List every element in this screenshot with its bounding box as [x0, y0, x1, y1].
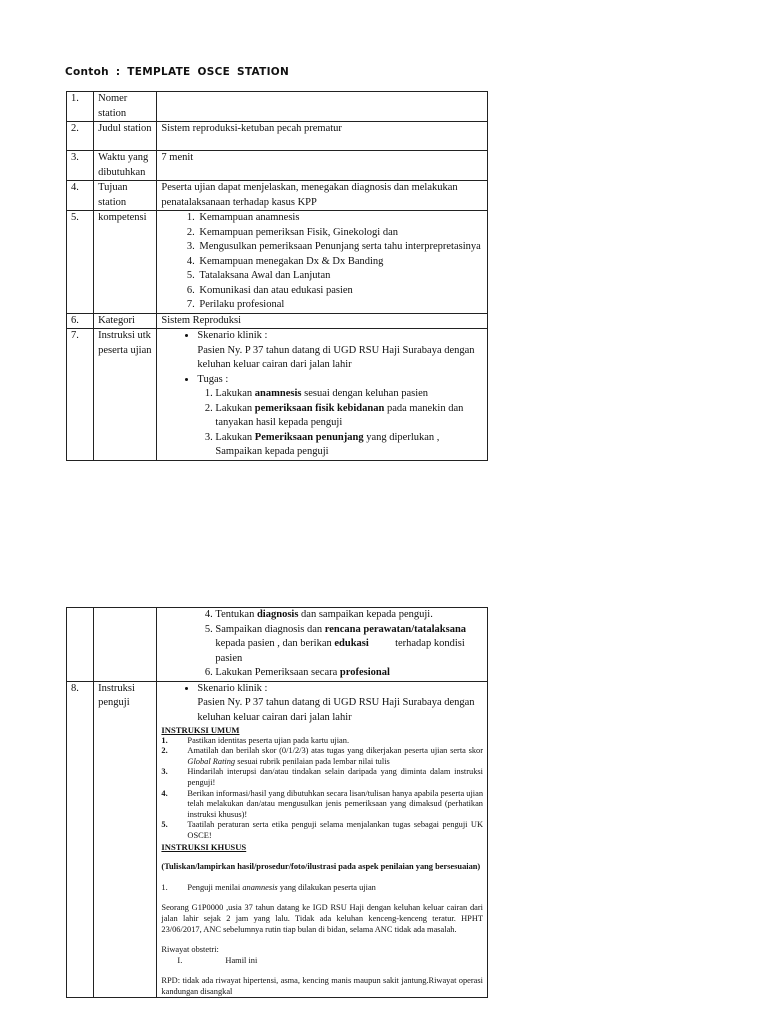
row-number: 3. [67, 151, 94, 181]
table-row [67, 92, 488, 122]
row-number: 8. [67, 681, 94, 998]
list-item [215, 608, 483, 623]
task-text: terhadap kondisi pasien [215, 638, 468, 664]
row-number: 2. [67, 122, 94, 151]
task-text: Lakukan [215, 402, 255, 414]
list-item [161, 820, 483, 841]
examiner-instructions [161, 725, 483, 997]
row-label: kompetensi [94, 211, 157, 314]
list-item [197, 373, 483, 460]
task-list [161, 608, 483, 681]
item-text-italic: anamnesis [242, 882, 278, 892]
row-number [67, 608, 94, 682]
list-item: 7. Perilaku profesional [197, 298, 483, 313]
row-content: Sistem Reproduksi [157, 313, 488, 329]
list-item: 3. Mengusulkan pemeriksaan Penunjang serta tahu interprepretasinya [197, 240, 483, 255]
task-text: dan sampaikan kepada penguji. [298, 609, 433, 620]
task-text: Lakukan Pemeriksaan secara [215, 667, 340, 678]
list-item: 1. Kemampuan anamnesis [197, 211, 483, 226]
task-keyword: anamnesis [254, 388, 302, 399]
list-item [215, 387, 483, 402]
row-number: 6. [67, 313, 94, 329]
table-row [67, 329, 488, 461]
scenario-label: Skenario klinik : [197, 682, 268, 694]
row-label: Tujuan station [94, 181, 157, 211]
item-text: yang dilakukan peserta ujian [277, 882, 376, 892]
scenario-label: Skenario klinik : [197, 330, 268, 341]
row-label [94, 608, 157, 682]
competency-list [161, 211, 483, 313]
list-item: 5. Tatalaksana Awal dan Lanjutan [197, 269, 483, 284]
task-text: Tentukan [215, 609, 257, 620]
item-number: 5. [161, 820, 168, 830]
case-description: Seorang G1P0000 ,usia 37 tahun datang ke IGD RSU Haji dengan keluhan keluar cairan dari jalan lahir sejak 2 jam yang lalu. Tidak ada keluhan kenceng-kenceng teratur. HPHT 23/06/2017, ANC sebelumnya rutin tiap bulan di bidan, selama ANC tidak ada masalah. [161, 903, 483, 934]
task-continuation-cell [157, 608, 488, 682]
item-number: 1. [161, 735, 168, 745]
row-label: Kategori [94, 313, 157, 329]
table-row [67, 151, 488, 181]
item-text: Hamil ini [225, 955, 258, 965]
special-instructions-note: (Tuliskan/lampirkan hasil/prosedur/foto/ilustrasi pada aspek penilaian yang bersesuaian) [161, 862, 481, 872]
special-instructions-heading: INSTRUKSI KHUSUS [161, 841, 247, 852]
row-number: 1. [67, 92, 94, 122]
task-keyword: rencana perawatan/tatalaksana [324, 623, 467, 635]
row-label: Instruksi utk peserta ujian [94, 329, 157, 461]
scenario-text: Pasien Ny. P 37 tahun datang di UGD RSU Haji Surabaya dengan keluhan keluar cairan dari jalan lahir [197, 344, 475, 370]
task-text: Lakukan [215, 431, 255, 443]
list-item [161, 767, 483, 788]
table-row [67, 122, 488, 151]
row-label: Instruksi penguji [94, 681, 157, 998]
task-keyword: diagnosis [256, 609, 299, 620]
item-number: I. [177, 955, 183, 965]
row-number: 5. [67, 211, 94, 314]
item-text: sesuai rubrik penilaian pada lembar nilai tulis [235, 756, 390, 766]
list-item: 6. Komunikasi dan atau edukasi pasien [197, 284, 483, 299]
osce-table-part1 [66, 91, 488, 461]
task-text: Sampaikan diagnosis dan [215, 623, 325, 635]
list-item [215, 623, 483, 667]
item-text-italic: Global Rating [187, 756, 236, 766]
general-instructions-list [161, 736, 483, 842]
scenario-text: Pasien Ny. P 37 tahun datang di UGD RSU Haji Surabaya dengan keluhan keluar cairan dari jalan lahir [197, 697, 475, 723]
list-item: 2. Kemampuan pemeriksan Fisik, Ginekologi dan [197, 226, 483, 241]
item-text: Hindarilah interupsi dan/atau tindakan selain daripada yang diminta dalam instruksi penguji! [187, 767, 483, 787]
task-keyword: Pemeriksaan penunjang [254, 431, 364, 443]
task-text: pada manekin dan tanyakan hasil kepada penguji [215, 402, 464, 428]
row-content [157, 92, 488, 122]
task-list [197, 387, 483, 460]
past-medical-history: RPD: tidak ada riwayat hipertensi, asma, kencing manis maupun sakit jantung.Riwayat operasi kandungan disangkal [161, 976, 483, 996]
item-number: 3. [161, 767, 168, 777]
list-item: 4. Kemampuan menegakan Dx & Dx Banding [197, 255, 483, 270]
examiner-instructions-cell [157, 681, 488, 998]
task-keyword: pemeriksaan fisik kebidanan [254, 402, 385, 414]
row-number: 7. [67, 329, 94, 461]
obstetric-history-item [161, 956, 483, 967]
item-text: Berikan informasi/hasil yang dibutuhkan secara lisan/tulisan hanya apabila peserta ujian telah melakukan dan/atau mengusulkan jenis pemeriksaan yang dimaksud (perhatikan instruksi khusus)! [187, 788, 484, 819]
task-keyword: edukasi [334, 638, 369, 649]
list-item [161, 736, 483, 747]
row-label: Waktu yang dibutuhkan [94, 151, 157, 181]
item-text: Amatilah dan berilah skor (0/1/2/3) atas tugas yang dikerjakan peserta ujian serta skor [187, 746, 483, 756]
task-text: yang diperlukan , Sampaikan kepada penguji [215, 431, 440, 457]
table-row [67, 181, 488, 211]
item-number: 1. [161, 882, 168, 892]
table-row [67, 681, 488, 998]
list-item [161, 789, 483, 821]
list-item [197, 682, 483, 726]
row-number: 4. [67, 181, 94, 211]
item-text: Penguji menilai [187, 882, 243, 892]
special-instruction-item [161, 883, 483, 894]
task-keyword: profesional [339, 667, 390, 678]
task-text: sesuai dengan keluhan pasien [301, 388, 429, 399]
item-text: Taatilah peraturan serta etika penguji selama menjalankan tugas sebagai penguji UK OSCE! [187, 820, 483, 840]
item-text: Pastikan identitas peserta ujian pada kartu ujian. [187, 735, 350, 745]
list-item [215, 431, 483, 460]
scenario-list [161, 682, 483, 726]
task-text: Lakukan [215, 388, 255, 399]
row-content: Sistem reproduksi-ketuban pecah prematur [157, 122, 488, 151]
participant-instructions-cell [157, 329, 488, 461]
obstetric-history-label: Riwayat obstetri: [161, 945, 219, 955]
osce-table-part2 [66, 607, 488, 998]
list-item [161, 746, 483, 767]
row-label: Nomer station [94, 92, 157, 122]
competency-list-cell [157, 211, 488, 314]
item-number: 2. [161, 746, 168, 756]
scenario-list [161, 329, 483, 460]
item-number: 4. [161, 788, 168, 798]
general-instructions-heading: INSTRUKSI UMUM [161, 725, 240, 735]
page-title: Contoh : TEMPLATE OSCE STATION [65, 66, 290, 78]
table-row [67, 313, 488, 329]
list-item [215, 402, 483, 431]
list-item [197, 329, 483, 373]
row-label: Judul station [94, 122, 157, 151]
row-content: 7 menit [157, 151, 488, 181]
task-text: kepada pasien , dan berikan [215, 623, 469, 649]
table-row [67, 608, 488, 682]
table-row [67, 211, 488, 314]
task-label: Tugas : [197, 373, 229, 385]
row-content: Peserta ujian dapat menjelaskan, menegakan diagnosis dan melakukan penatalaksanaan terhadap kasus KPP [157, 181, 488, 211]
list-item [215, 666, 483, 681]
